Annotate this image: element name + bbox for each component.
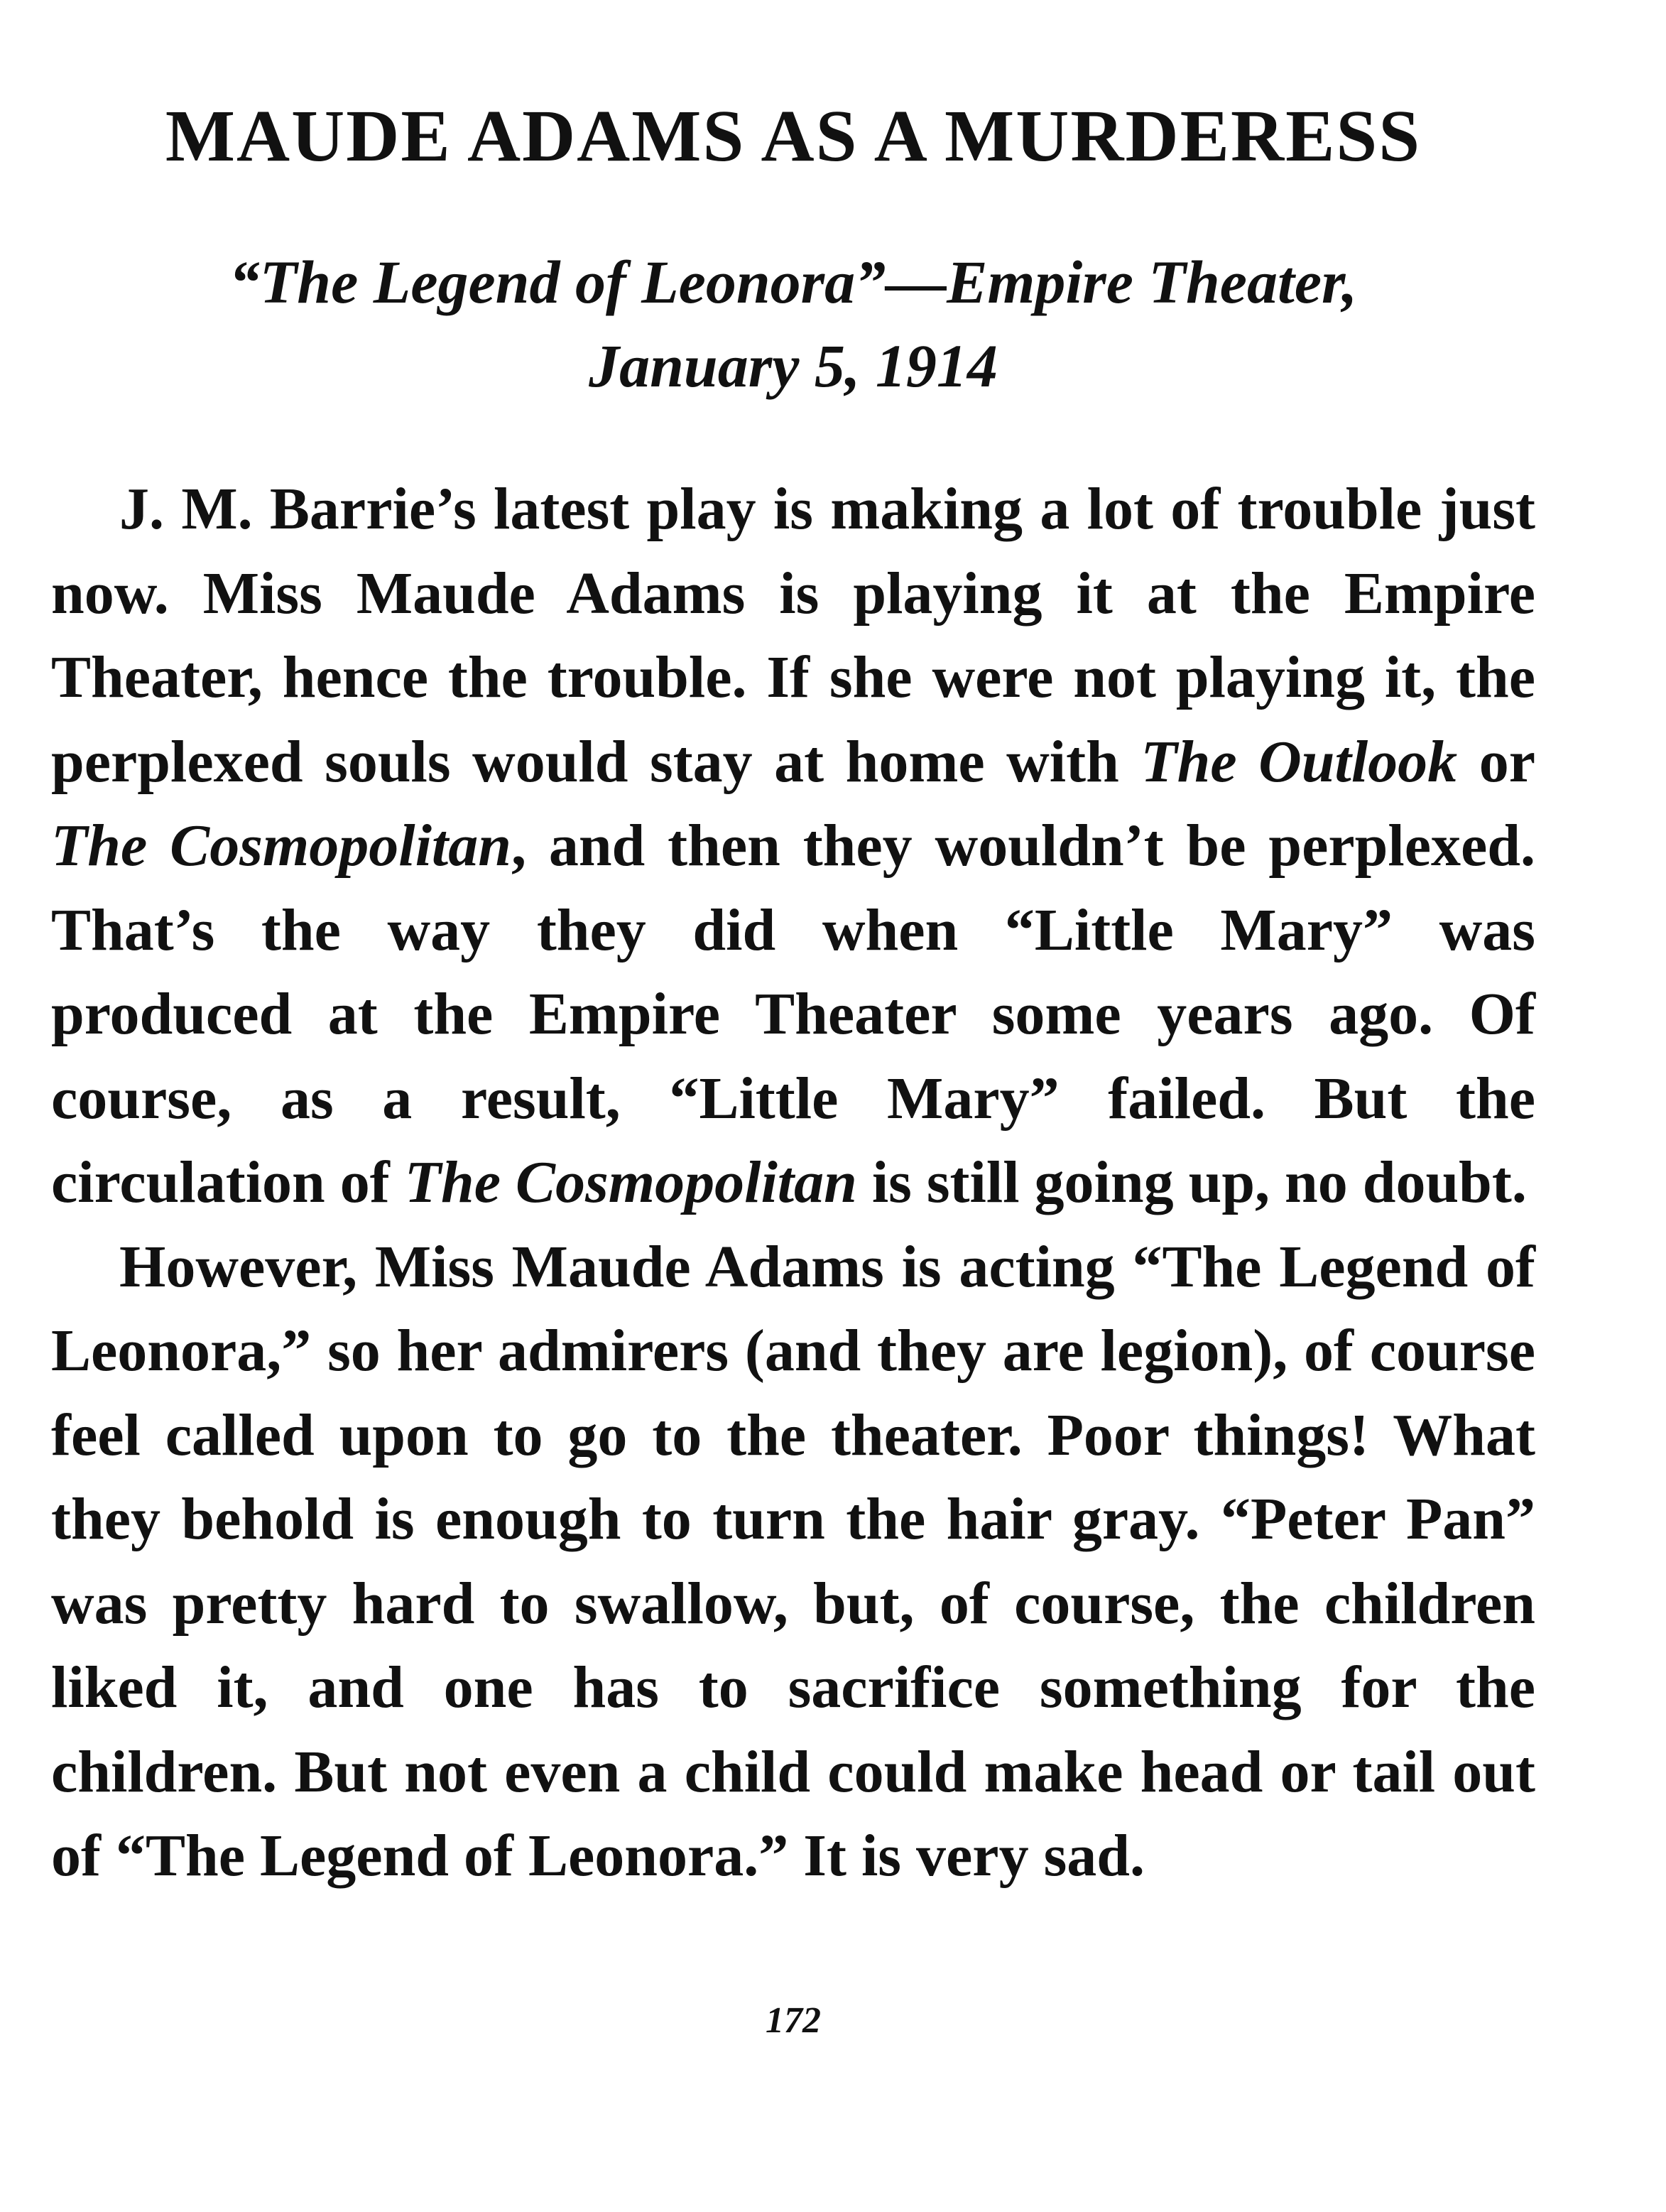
magazine-title-outlook: The Outlook	[1140, 728, 1458, 795]
paragraph-1-part-2: or	[1457, 728, 1535, 795]
paragraph-1-part-4: is still going up, no doubt.	[856, 1149, 1527, 1215]
paragraph-1-part-1: J. M. Barrie’s latest play is making a lot of trouble just now. Miss Maude Adams is playing it at the Empire Theater, hence the trouble. If she were not playing it, the perplexed souls would stay at home with	[51, 476, 1535, 795]
magazine-title-cosmopolitan-2: The Cosmopolitan	[404, 1149, 857, 1215]
paragraph-2: However, Miss Maude Adams is acting “The Legend of Leonora,” so her admirers (and they are legion), of course feel called upon to go to the theater. Poor things! What they behold is enough to turn the hair gray. “Peter Pan” was pretty hard to swallow, but, of course, the children liked it, and one has to sacrifice something for the children. But not even a child could make head or tail out of “The Legend of Leonora.” It is very sad.	[51, 1233, 1535, 1889]
magazine-title-cosmopolitan: The Cosmopolitan	[51, 813, 511, 879]
chapter-subtitle	[51, 240, 1535, 408]
subtitle-line-2: January 5, 1914	[589, 332, 998, 400]
book-page	[51, 0, 1535, 2212]
paragraph-1	[51, 467, 1535, 1225]
subtitle-line-1: “The Legend of Leonora”—Empire Theater,	[229, 248, 1358, 316]
page-number: 172	[766, 2000, 821, 2041]
paragraph-1-part-3: , and then they wouldn’t be perplexed. That’s the way they did when “Little Mary” was produced at the Empire Theater some years ago. Of course, as a result, “Little Mary” failed. But the circulation of	[51, 813, 1535, 1215]
chapter-title: MAUDE ADAMS AS A MURDERESS	[165, 95, 1422, 177]
body-text	[51, 467, 1535, 1899]
